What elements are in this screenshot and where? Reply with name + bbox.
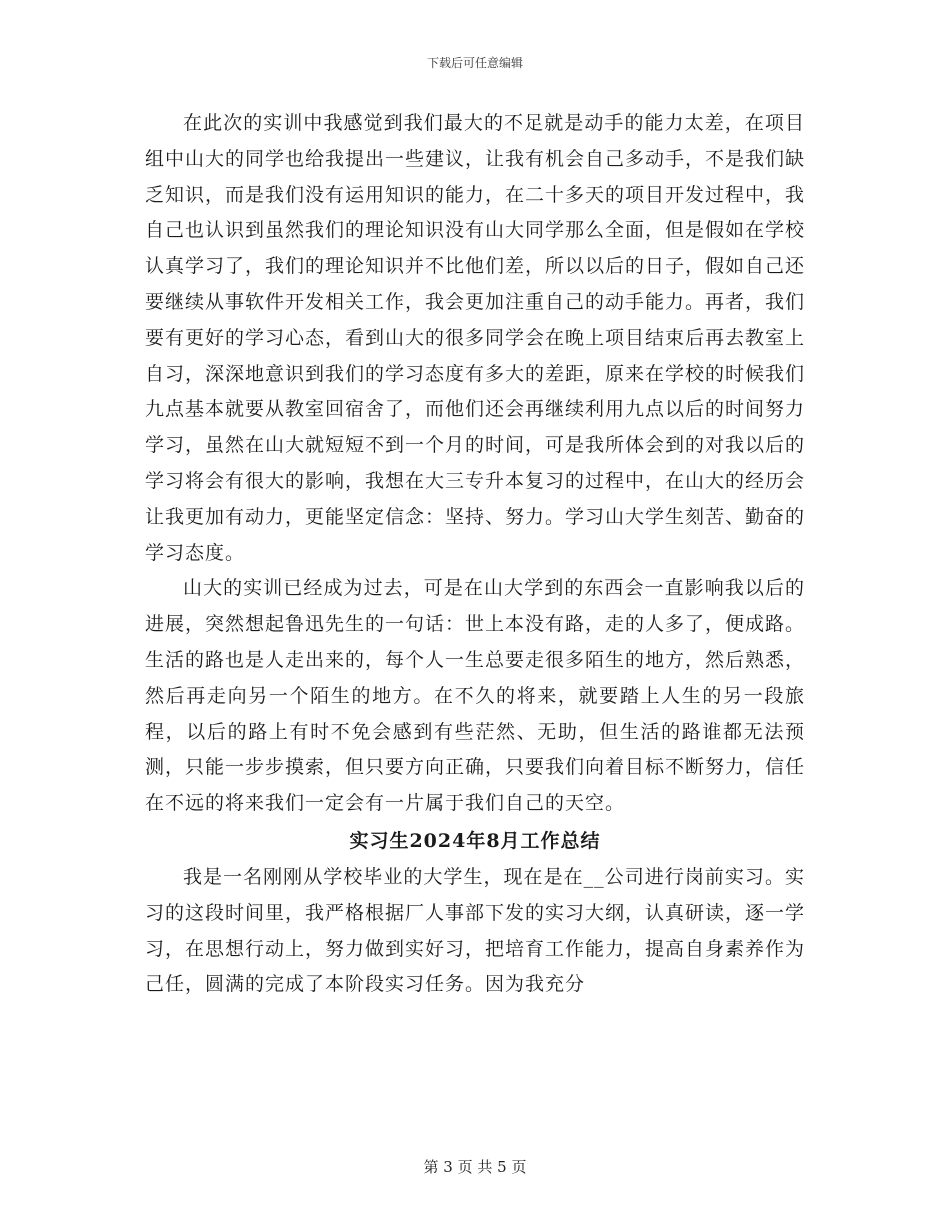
body-paragraph: 山大的实训已经成为过去，可是在山大学到的东西会一直影响我以后的进展，突然想起鲁迅先生的一句话：世上本没有路，走的人多了，便成路。生活的路也是人走出来的，每个人一生总要走很多陌生的地方，然后熟悉，然后再走向另一个陌生的地方。在不久的将来，就要踏上人生的另一段旅程，以后的路上有时不免会感到有些茫然、无助，但生活的路谁都无法预测，只能一步步摸索，但只要方向正确，只要我们向着目标不断努力，信任在不远的将来我们一定会有一片属于我们自己的天空。 xyxy=(145,577,806,815)
section-title: 实习生2024年8月工作总结 xyxy=(349,829,601,852)
page-footer: 第 3 页 共 5 页 xyxy=(423,1158,527,1176)
document-body xyxy=(145,106,805,1003)
body-paragraph: 我是一名刚刚从学校毕业的大学生，现在是在__公司进行岗前实习。实习的这段时间里，我严格根据厂人事部下发的实习大纲，认真研读，逐一学习，在思想行动上，努力做到实好习，把培育工作能力，提高自身素养作为己任，圆满的完成了本阶段实习任务。因为我充分 xyxy=(145,865,806,996)
page-header: 下载后可任意编辑 xyxy=(426,56,523,70)
body-paragraph: 在此次的实训中我感觉到我们最大的不足就是动手的能力太差，在项目组中山大的同学也给我提出一些建议，让我有机会自己多动手，不是我们缺乏知识，而是我们没有运用知识的能力，在二十多天的项目开发过程中，我自己也认识到虽然我们的理论知识没有山大同学那么全面，但是假如在学校认真学习了，我们的理论知识并不比他们差，所以以后的日子，假如自己还要继续从事软件开发相关工作，我会更加注重自己的动手能力。再者，我们要有更好的学习心态，看到山大的很多同学会在晚上项目结束后再去教室上自习，深深地意识到我们的学习态度有多大的差距，原来在学校的时候我们九点基本就要从教室回宿舍了，而他们还会再继续利用九点以后的时间努力学习，虽然在山大就短短不到一个月的时间，可是我所体会到的对我以后的学习将会有很大的影响，我想在大三专升本复习的过程中，在山大的经历会让我更加有动力，更能坚定信念：坚持、努力。学习山大学生刻苦、勤奋的学习态度。 xyxy=(145,112,806,564)
